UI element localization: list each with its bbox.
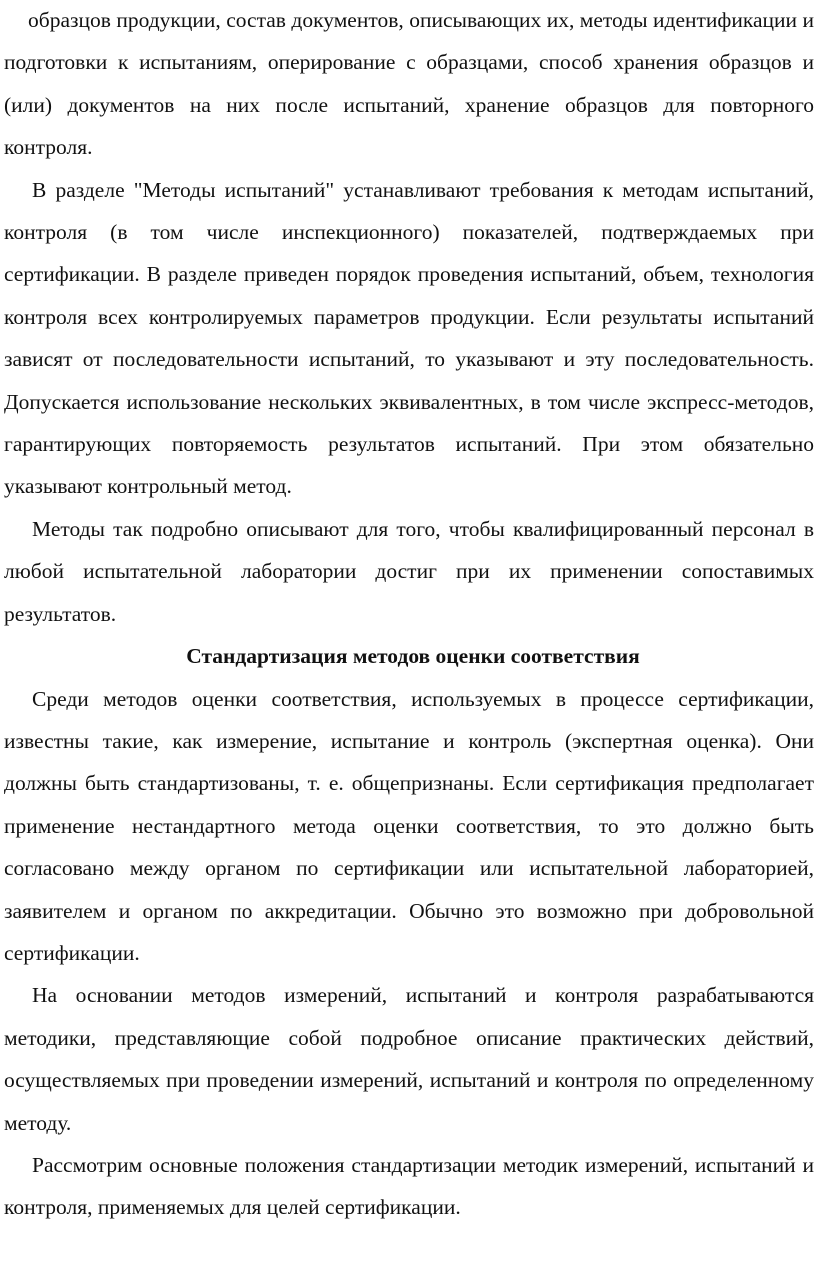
paragraph-methods-detail: Методы так подробно описывают для того, чтобы квалифицированный персонал в любой испытательной лаборатории достиг при их применении сопоставимых результатов. [4, 516, 814, 626]
section-heading: Стандартизация методов оценки соответствия [186, 644, 640, 669]
paragraph-continuation: образцов продукции, состав документов, описывающих их, методы идентификации и подготовки к испытаниям, оперирование с образцами, способ хранения образцов и (или) документов на них после испытаний, хранение образцов для повторного контроля. [4, 8, 814, 160]
paragraph-test-methods: В разделе "Методы испытаний" устанавливают требования к методам испытаний, контроля (в том числе инспекционного) показателей, подтверждаемых при сертификации. В разделе приведен порядок проведения испытаний, объем, технология контроля всех контролируемых параметров продукции. Если результаты испытаний зависят от последовательности испытаний, то указывают и эту последовательность. Допускается использование нескольких эквивалентных, в том числе экспресс-методов, гарантирующих повторяемость результатов испытаний. При этом обязательно указывают контрольный метод. [4, 177, 814, 499]
paragraph-procedures: На основании методов измерений, испытаний и контроля разрабатываются методики, представляющие собой подробное описание практических действий, осуществляемых при проведении измерений, испытаний и контроля по определенному методу. [4, 983, 814, 1135]
paragraph-assessment-methods: Среди методов оценки соответствия, используемых в процессе сертификации, известны такие, как измерение, испытание и контроль (экспертная оценка). Они должны быть стандартизованы, т. е. общепризнаны. Если сертификация предполагает применение нестандартного метода оценки соответствия, то это должно быть согласовано между органом по сертификации или испытательной лабораторией, заявителем и органом по аккредитации. Обычно это возможно при добровольной сертификации. [4, 686, 814, 965]
paragraph-consider: Рассмотрим основные положения стандартизации методик измерений, испытаний и контроля, применяемых для целей сертификации. [4, 1152, 814, 1220]
